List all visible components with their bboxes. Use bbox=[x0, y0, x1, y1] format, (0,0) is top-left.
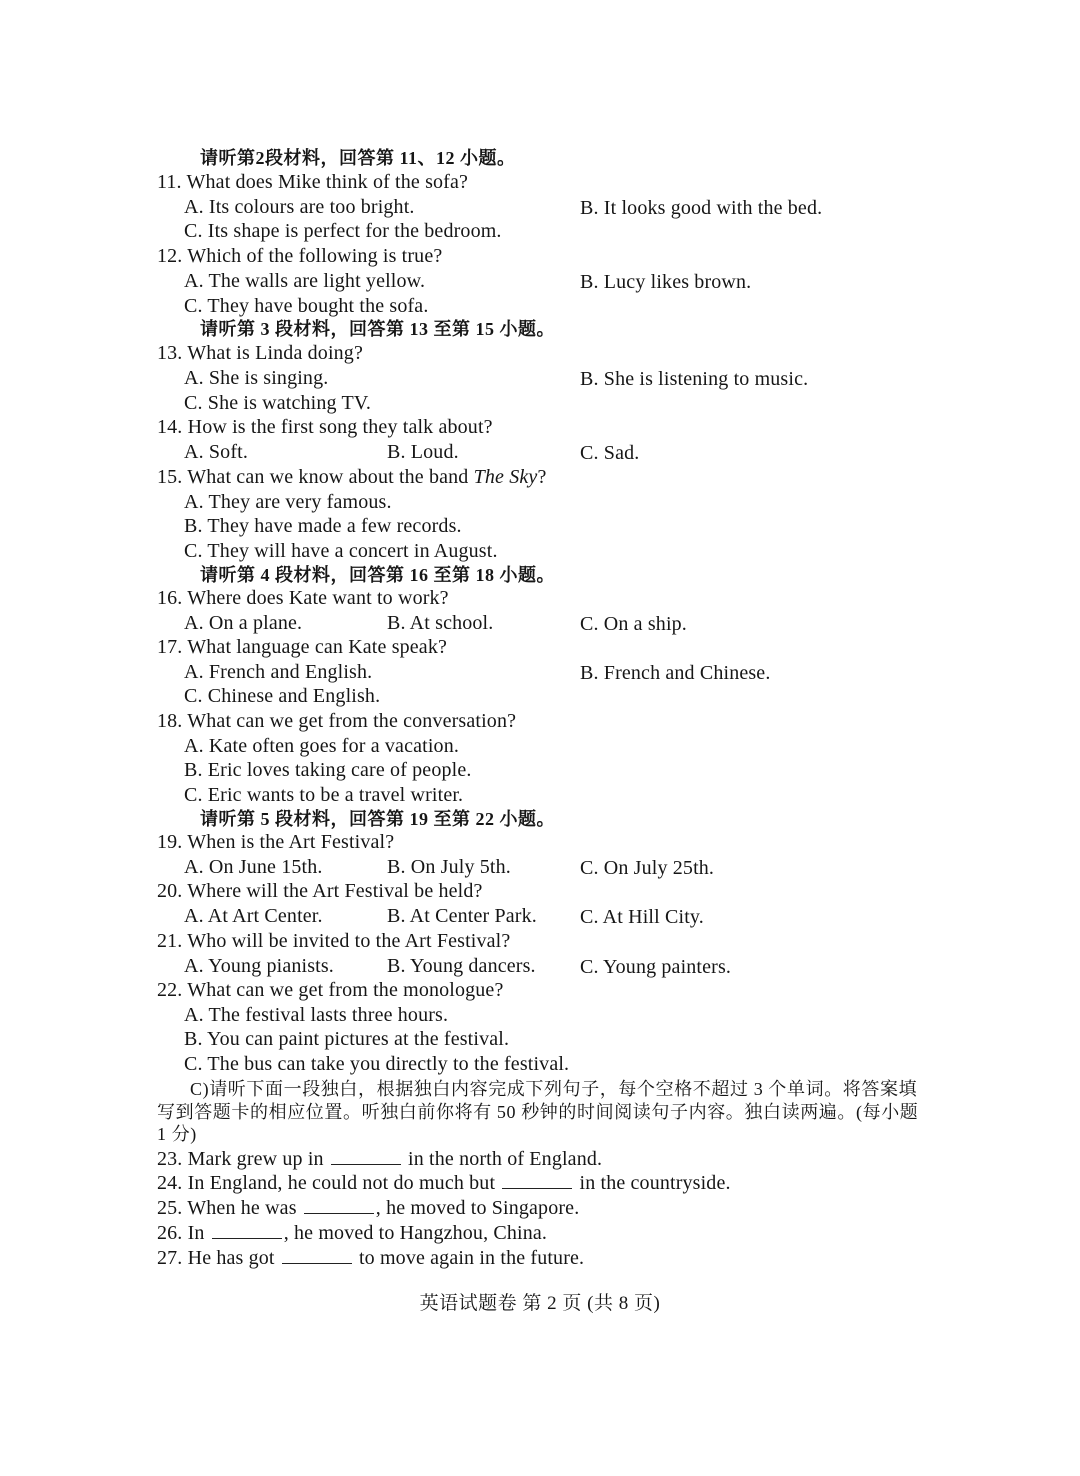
question-22-option-c: C. The bus can take you directly to the festival. bbox=[184, 1053, 570, 1075]
question-15-stem-mark: ? bbox=[537, 466, 547, 488]
section-2-instruction: 请听第2段材料，回答第 11、12 小题。 bbox=[200, 148, 516, 168]
question-16-option-c: C. On a ship. bbox=[580, 613, 687, 635]
question-21-stem: 21. Who will be invited to the Art Festival? bbox=[157, 930, 511, 952]
question-13-stem: 13. What is Linda doing? bbox=[157, 342, 363, 364]
band-name: The Sky bbox=[473, 466, 538, 488]
question-15-option-b: B. They have made a few records. bbox=[184, 515, 462, 537]
question-21-option-a: A. Young pianists. bbox=[184, 955, 334, 977]
question-22-option-b: B. You can paint pictures at the festival. bbox=[184, 1028, 510, 1050]
section-5-instruction: 请听第 5 段材料，回答第 19 至第 22 小题。 bbox=[200, 809, 555, 829]
question-17-option-c: C. Chinese and English. bbox=[184, 685, 381, 707]
question-12-option-b: B. Lucy likes brown. bbox=[580, 271, 752, 293]
question-24 bbox=[157, 1170, 731, 1195]
question-15-option-a: A. They are very famous. bbox=[184, 491, 392, 513]
question-19-option-b: B. On July 5th. bbox=[387, 856, 511, 878]
question-13-option-b: B. She is listening to music. bbox=[580, 368, 809, 390]
question-15-stem bbox=[157, 465, 546, 489]
question-13-option-c: C. She is watching TV. bbox=[184, 392, 372, 414]
question-27 bbox=[157, 1245, 584, 1270]
question-17-stem: 17. What language can Kate speak? bbox=[157, 636, 448, 658]
question-19-stem: 19. When is the Art Festival? bbox=[157, 831, 395, 853]
question-21-option-b: B. Young dancers. bbox=[387, 955, 536, 977]
question-24-suffix: in the countryside. bbox=[579, 1172, 731, 1194]
answer-blank-26 bbox=[212, 1220, 282, 1239]
question-18-option-a: A. Kate often goes for a vacation. bbox=[184, 735, 459, 757]
question-26-prefix: 26. In bbox=[157, 1222, 205, 1244]
page-footer: 英语试题卷 第 2 页 (共 8 页) bbox=[419, 1293, 661, 1314]
question-11-option-a: A. Its colours are too bright. bbox=[184, 196, 415, 218]
question-27-suffix: to move again in the future. bbox=[358, 1247, 585, 1269]
question-22-option-a: A. The festival lasts three hours. bbox=[184, 1004, 449, 1026]
question-14-option-a: A. Soft. bbox=[184, 441, 248, 463]
question-14-stem: 14. How is the first song they talk about? bbox=[157, 416, 493, 438]
part-c-instruction-line-2: 写到答题卡的相应位置。听独白前你将有 50 秒钟的时间阅读句子内容。独白读两遍。(每小题 bbox=[157, 1102, 919, 1122]
question-26 bbox=[157, 1220, 547, 1245]
question-16-option-a: A. On a plane. bbox=[184, 612, 303, 634]
question-23 bbox=[157, 1146, 602, 1171]
answer-blank-23 bbox=[331, 1146, 401, 1165]
question-22-stem: 22. What can we get from the monologue? bbox=[157, 979, 504, 1001]
question-16-stem: 16. Where does Kate want to work? bbox=[157, 587, 449, 609]
question-11-option-b: B. It looks good with the bed. bbox=[580, 197, 823, 219]
question-12-option-c: C. They have bought the sofa. bbox=[184, 295, 429, 317]
section-4-instruction: 请听第 4 段材料，回答第 16 至第 18 小题。 bbox=[200, 565, 555, 585]
answer-blank-27 bbox=[282, 1245, 352, 1264]
question-20-option-c: C. At Hill City. bbox=[580, 906, 704, 928]
question-25-prefix: 25. When he was bbox=[157, 1197, 297, 1219]
question-23-suffix: in the north of England. bbox=[408, 1148, 603, 1170]
question-21-option-c: C. Young painters. bbox=[580, 956, 732, 978]
question-18-stem: 18. What can we get from the conversation? bbox=[157, 710, 517, 732]
question-20-option-b: B. At Center Park. bbox=[387, 905, 537, 927]
question-18-option-b: B. Eric loves taking care of people. bbox=[184, 759, 472, 781]
question-27-prefix: 27. He has got bbox=[157, 1247, 275, 1269]
question-19-option-c: C. On July 25th. bbox=[580, 857, 715, 879]
section-3-instruction: 请听第 3 段材料，回答第 13 至第 15 小题。 bbox=[200, 319, 555, 339]
question-14-option-c: C. Sad. bbox=[580, 442, 640, 464]
question-26-suffix: , he moved to Hangzhou, China. bbox=[283, 1222, 548, 1244]
question-25-suffix: , he moved to Singapore. bbox=[375, 1197, 580, 1219]
question-23-prefix: 23. Mark grew up in bbox=[157, 1148, 324, 1170]
question-14-option-b: B. Loud. bbox=[387, 441, 459, 463]
question-13-option-a: A. She is singing. bbox=[184, 367, 329, 389]
question-20-option-a: A. At Art Center. bbox=[184, 905, 323, 927]
question-17-option-b: B. French and Chinese. bbox=[580, 662, 771, 684]
question-12-stem: 12. Which of the following is true? bbox=[157, 245, 443, 267]
part-c-instruction-line-3: 1 分) bbox=[157, 1124, 197, 1144]
question-25 bbox=[157, 1195, 579, 1220]
question-19-option-a: A. On June 15th. bbox=[184, 856, 323, 878]
question-12-option-a: A. The walls are light yellow. bbox=[184, 270, 426, 292]
question-16-option-b: B. At school. bbox=[387, 612, 494, 634]
question-18-option-c: C. Eric wants to be a travel writer. bbox=[184, 784, 464, 806]
answer-blank-24 bbox=[502, 1170, 572, 1189]
answer-blank-25 bbox=[304, 1195, 374, 1214]
question-15-stem-text: 15. What can we know about the band bbox=[157, 466, 474, 488]
question-11-option-c: C. Its shape is perfect for the bedroom. bbox=[184, 220, 502, 242]
question-17-option-a: A. French and English. bbox=[184, 661, 373, 683]
question-24-prefix: 24. In England, he could not do much but bbox=[157, 1172, 496, 1194]
question-20-stem: 20. Where will the Art Festival be held? bbox=[157, 880, 483, 902]
question-11-stem: 11. What does Mike think of the sofa? bbox=[157, 171, 469, 193]
part-c-instruction-line-1: C)请听下面一段独白，根据独白内容完成下列句子，每个空格不超过 3 个单词。将答案填 bbox=[190, 1079, 918, 1099]
question-15-option-c: C. They will have a concert in August. bbox=[184, 540, 498, 562]
